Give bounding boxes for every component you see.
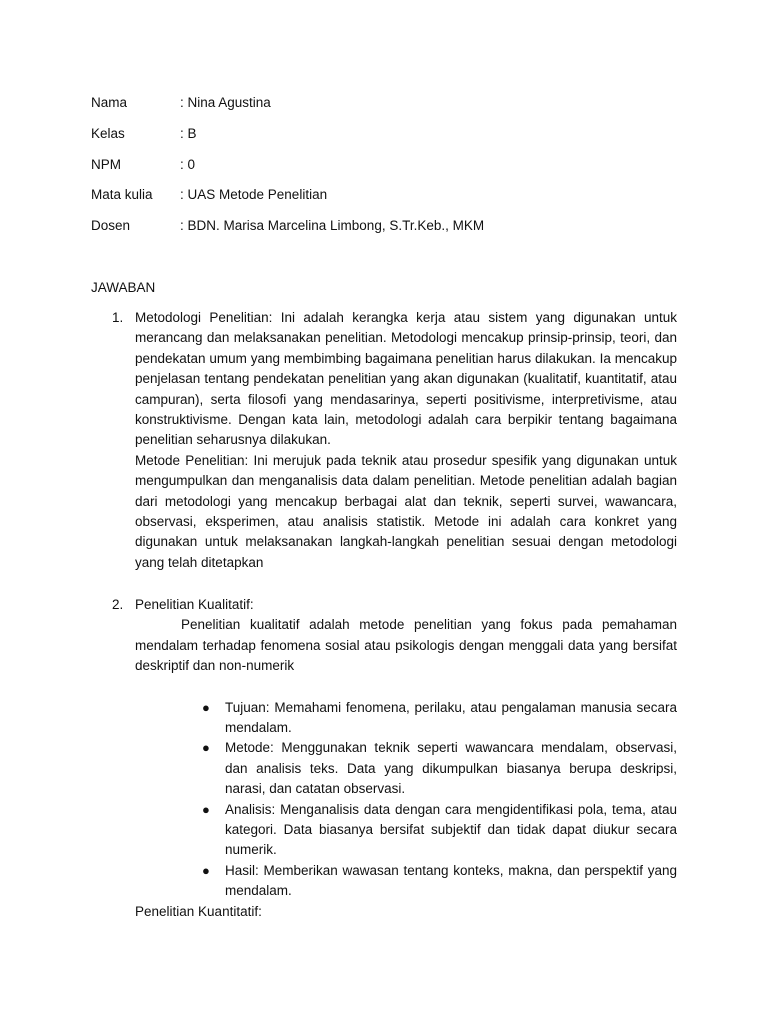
list-item	[202, 800, 677, 861]
header-label: NPM	[91, 156, 121, 172]
list-item	[202, 698, 677, 739]
list-number: 1.	[112, 310, 124, 325]
answer-2	[91, 595, 677, 922]
header-row-mata-kuliah	[91, 186, 691, 217]
section-heading-jawaban: JAWABAN	[91, 280, 156, 295]
header-value: : BDN. Marisa Marcelina Limbong, S.Tr.Keb., MKM	[180, 218, 485, 234]
answer-1	[91, 308, 677, 573]
identity-header	[91, 94, 691, 248]
header-value: : UAS Metode Penelitian	[180, 187, 328, 203]
bullet-text: Tujuan: Memahami fenomena, perilaku, atau pengalaman manusia secara mendalam.	[225, 699, 677, 736]
bullet-icon: ●	[202, 740, 210, 756]
bullet-icon: ●	[202, 862, 210, 878]
list-number: 2.	[112, 597, 124, 612]
header-value: : Nina Agustina	[180, 95, 271, 110]
bullet-text: Metode: Menggunakan teknik seperti wawancara mendalam, observasi, dan analisis teks. Data yang dikumpulkan biasanya berupa deskripsi, narasi, dan catatan observasi.	[225, 740, 677, 797]
header-row-nama	[91, 94, 691, 125]
answer-1-paragraph-metodologi: Metodologi Penelitian: Ini adalah kerangka kerja atau sistem yang digunakan untuk merancang dan melaksanakan penelitian. Metodologi mencakup prinsip-prinsip, teori, dan pendekatan umum yang membimbing bagaimana penelitian harus dilakukan. Ia mencakup penjelasan tentang pendekatan penelitian yang akan digunakan (kualitatif, kuantitatif, atau campuran), serta filosofi yang mendasarinya, seperti positivisme, interpretivisme, atau konstruktivisme. Dengan kata lain, metodologi adalah cara berpikir tentang bagaimana penelitian seharusnya dilakukan.	[135, 310, 677, 448]
answer-2-paragraph: Penelitian kualitatif adalah metode penelitian yang fokus pada pemahaman mendalam terhadap fenomena sosial atau psikologis dengan menggali data yang bersifat deskriptif dan non-numerik	[135, 617, 677, 674]
list-item	[202, 861, 677, 902]
bullet-text: Analisis: Menganalisis data dengan cara mengidentifikasi pola, tema, atau kategori. Data biasanya bersifat subjektif dan tidak dapat diukur secara numerik.	[225, 801, 677, 858]
answer-2-heading-kuantitatif: Penelitian Kuantitatif:	[135, 903, 262, 919]
header-value: : 0	[180, 156, 196, 172]
answer-1-paragraph-metode: Metode Penelitian: Ini merujuk pada teknik atau prosedur spesifik yang digunakan untuk mengumpulkan dan menganalisis data dalam penelitian. Metode penelitian adalah bagian dari metodologi yang mencakup berbagai alat dan teknik, seperti survei, wawancara, observasi, eksperimen, atau analisis statistik. Metode ini adalah cara konkret yang digunakan untuk melaksanakan langkah-langkah penelitian sesuai dengan metodologi yang telah ditetapkan	[135, 452, 677, 570]
header-label: Nama	[91, 95, 128, 110]
header-label: Dosen	[91, 218, 131, 234]
header-label: Mata kulia	[91, 187, 153, 203]
header-row-npm	[91, 156, 691, 187]
bullet-text: Hasil: Memberikan wawasan tentang konteks, makna, dan perspektif yang mendalam.	[225, 862, 677, 899]
header-row-kelas	[91, 125, 691, 156]
list-item	[202, 738, 677, 799]
header-value: : B	[180, 125, 197, 141]
header-label: Kelas	[91, 125, 125, 141]
bullet-icon: ●	[202, 699, 210, 715]
answer-2-heading-kualitatif: Penelitian Kualitatif:	[135, 597, 254, 612]
bullet-list	[202, 698, 677, 902]
header-row-dosen	[91, 217, 691, 248]
bullet-icon: ●	[202, 801, 210, 817]
